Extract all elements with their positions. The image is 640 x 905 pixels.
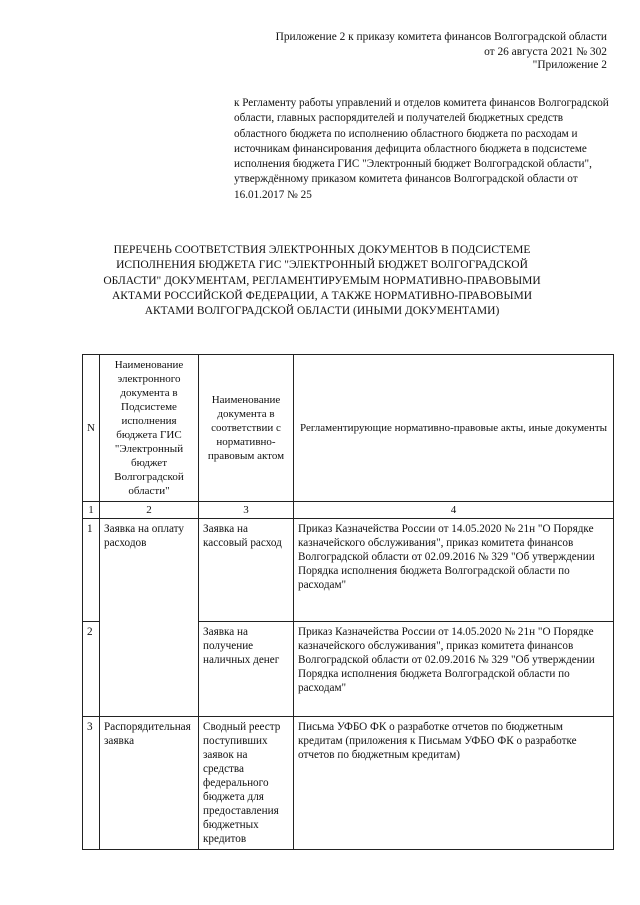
edoc-name: Распорядительная заявка: [100, 717, 199, 850]
acts-text: Приказ Казначейства России от 14.05.2020 № 21н "О Порядке казначейского обслуживания", приказ комитета финансов Волгоградской области от 02.09.2016 № 329 "Об утверждении Порядка исполнения бюджета Волгоградской области по расходам": [294, 519, 614, 622]
preamble-text: к Регламенту работы управлений и отделов комитета финансов Волгоградской области, главных распорядителей и получателей бюджетных средств областного бюджета по исполнению областного бюджета по расходам и источникам финансирования дефицита областного бюджета в подсистеме исполнения бюджета ГИС "Электронный бюджет Волгоградской области", утверждённому приказом комитета финансов Волгоградской области от 16.01.2017 № 25: [234, 97, 609, 201]
col-header-edoc: Наименование электронного документа в Подсистеме исполнения бюджета ГИС "Электронный бюджет Волгоградской области": [100, 355, 199, 502]
acts-text: Приказ Казначейства России от 14.05.2020 № 21н "О Порядке казначейского обслуживания", приказ комитета финансов Волгоградской области от 02.09.2016 № 329 "Об утверждении Порядка исполнения бюджета Волгоградской области по расходам": [294, 622, 614, 717]
appendix-header-line2: от 26 августа 2021 № 302: [484, 46, 607, 58]
col-number: 3: [199, 502, 294, 519]
row-number: 1: [83, 519, 100, 622]
table-row: [83, 717, 614, 850]
correspondence-table: [82, 354, 614, 850]
doc-name: Сводный реестр поступивших заявок на средства федерального бюджета для предоставления бюджетных кредитов: [199, 717, 294, 850]
appendix-label: "Приложение 2: [532, 59, 607, 71]
table-header-row: [83, 355, 614, 502]
row-number: 2: [83, 622, 100, 717]
edoc-name: [100, 622, 199, 717]
appendix-header: [276, 30, 607, 60]
col-header-acts: Регламентирующие нормативно-правовые акты, иные документы: [294, 355, 614, 502]
acts-text: Письма УФБО ФК о разработке отчетов по бюджетным кредитам (приложения к Письмам УФБО ФК о разработке отчетов по бюджетным кредитам): [294, 717, 614, 850]
table-row: [83, 622, 614, 717]
row-number: 3: [83, 717, 100, 850]
document-title: ПЕРЕЧЕНЬ СООТВЕТСТВИЯ ЭЛЕКТРОННЫХ ДОКУМЕНТОВ В ПОДСИСТЕМЕ ИСПОЛНЕНИЯ БЮДЖЕТА ГИС "ЭЛЕКТРОННЫЙ БЮДЖЕТ ВОЛГОГРАДСКОЙ ОБЛАСТИ" ДОКУМЕНТАМ, РЕГЛАМЕНТИРУЕМЫМ НОРМАТИВНО-ПРАВОВЫМИ АКТАМИ РОССИЙСКОЙ ФЕДЕРАЦИИ, А ТАКЖЕ НОРМАТИВНО-ПРАВОВЫМИ АКТАМИ ВОЛГОГРАДСКОЙ ОБЛАСТИ (ИНЫМИ ДОКУМЕНТАМИ): [103, 244, 541, 318]
doc-name: Заявка на кассовый расход: [199, 519, 294, 622]
table-row: [83, 519, 614, 622]
doc-name: Заявка на получение наличных денег: [199, 622, 294, 717]
appendix-header-line1: Приложение 2 к приказу комитета финансов Волгоградской области: [275, 31, 607, 43]
col-number: 2: [100, 502, 199, 519]
col-number: 4: [294, 502, 614, 519]
col-header-doc: Наименование документа в соответствии с нормативно-правовым актом: [199, 355, 294, 502]
edoc-name: Заявка на оплату расходов: [100, 519, 199, 622]
col-header-n: N: [83, 355, 100, 502]
column-number-row: [83, 502, 614, 519]
col-number: 1: [83, 502, 100, 519]
